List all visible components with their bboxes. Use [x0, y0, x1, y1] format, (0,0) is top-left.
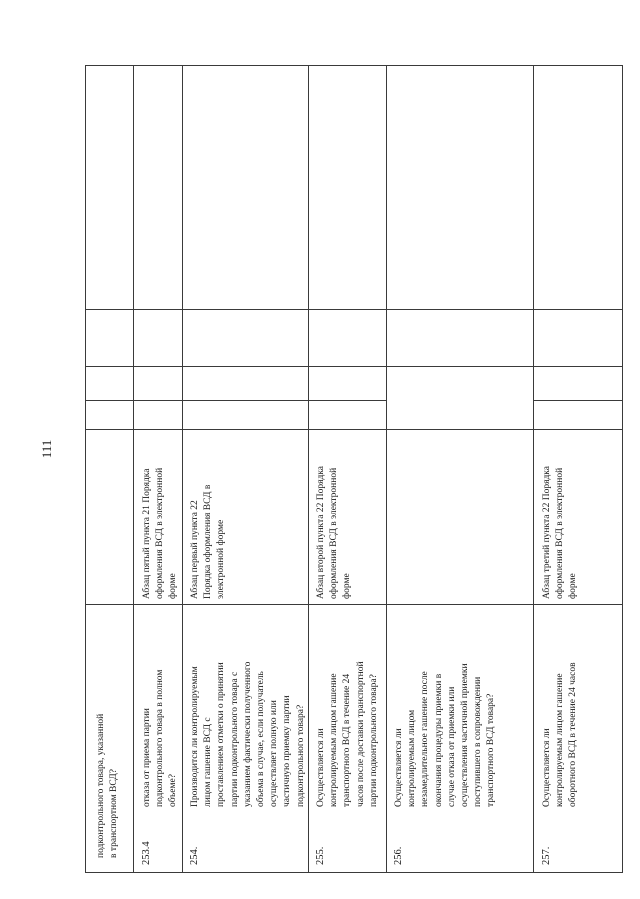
column-divider-na — [85, 309, 623, 310]
row-question-text: отказа от приема партии подконтрольного товара в полном объеме? — [142, 669, 179, 807]
row-number: 255. — [315, 846, 326, 865]
row-question-text: Производится ли контролируемым лицом гашение ВСД с проставлением отметки о принятии партии подконтрольного товара с указанием фактически полученного объема в случае, если получатель осуществляет полную или частичную приемку партии подконтрольного товара? — [190, 661, 306, 807]
row-divider — [308, 65, 309, 873]
column-divider-no — [85, 366, 623, 367]
row-number: 253.4 — [141, 841, 152, 865]
table-border-left — [85, 65, 86, 873]
column-divider-number — [85, 604, 623, 605]
row-number: 257. — [541, 846, 552, 865]
row-reference-text: Абзац первый пункта 22 Порядка оформления ВСД в электронной форме — [190, 484, 227, 599]
row-divider — [182, 65, 183, 873]
checklist-table — [85, 65, 623, 873]
row-question-text: Осуществляется ли контролируемым лицом гашение оборотного ВСД в течение 24 часов — [542, 662, 579, 807]
row-number: 256. — [393, 846, 404, 865]
row-reference-text: Абзац третий пункта 22 Порядка оформления ВСД в электронной форме — [542, 466, 579, 599]
row-reference-text: Абзац пятый пункта 21 Порядка оформления ВСД в электронной форме — [142, 467, 179, 599]
row-divider — [533, 65, 534, 873]
row-question-text: Осуществляется ли контролируемым лицом незамедлительное гашение после окончания процедуры приемки в случае отказа от приемки или осуществления частичной приемки поступившего в сопровождении транспортного ВСД товара? — [394, 663, 497, 807]
row-question-text: подконтрольного товара, указанной в транспортном ВСД? — [96, 713, 120, 858]
column-divider-yes — [533, 400, 623, 401]
row-reference-text: Абзац второй пункта 22 Порядка оформления ВСД в электронной форме — [316, 465, 353, 599]
table-border-right — [622, 65, 623, 873]
table-border-top — [85, 65, 623, 66]
row-question-text: Осуществляется ли контролируемым лицом гашение транспортного ВСД в течение 24 часов после доставки транспортной партии подконтрольного товара? — [316, 661, 379, 807]
row-divider — [133, 65, 134, 873]
row-divider — [386, 65, 387, 873]
row-number: 254. — [189, 846, 200, 865]
column-divider-yes — [85, 400, 386, 401]
page-number: 111 — [39, 439, 54, 459]
table-border-bottom — [85, 872, 623, 873]
column-divider-question — [85, 429, 623, 430]
